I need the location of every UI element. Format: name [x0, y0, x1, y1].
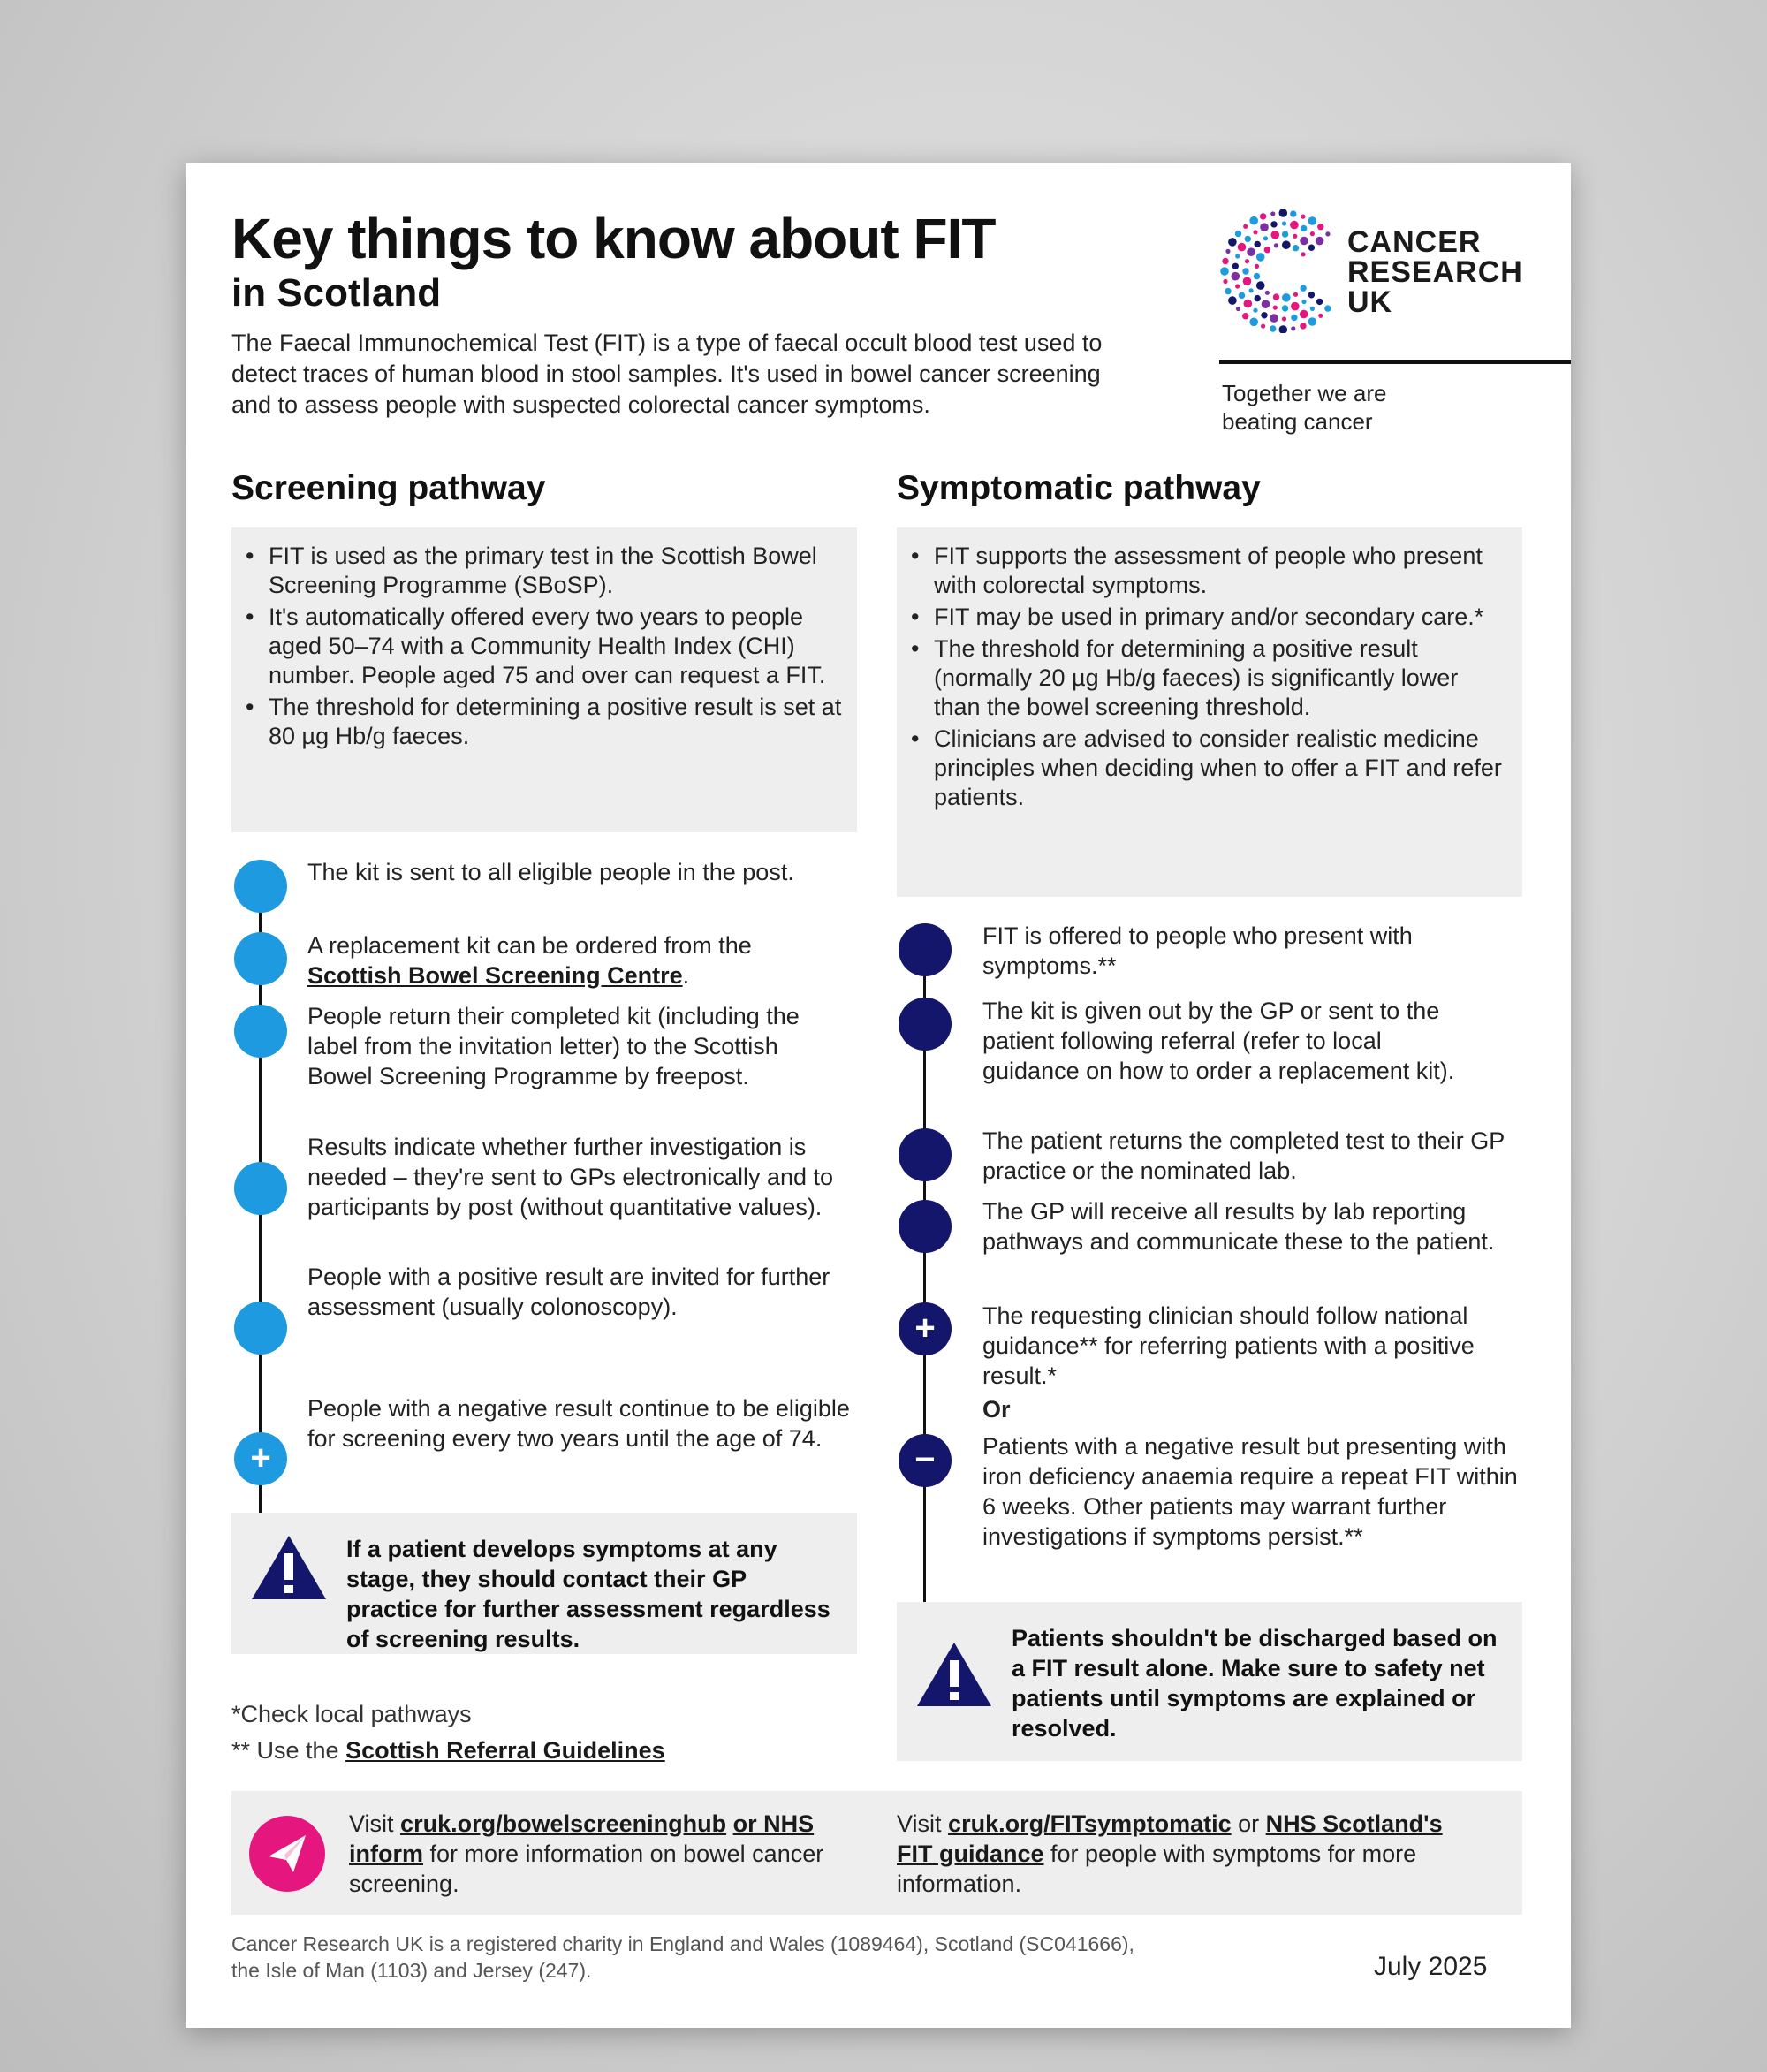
footnote-referral [231, 1734, 665, 1767]
send-icon [247, 1814, 327, 1894]
symptomatic-bullet: • FIT may be used in primary and/or secondary care.* [897, 603, 1510, 632]
symptomatic-step: FIT is offered to people who present with symptoms.** [982, 922, 1413, 979]
visit-prefix: Visit [897, 1810, 942, 1837]
symptomatic-bullet: • Clinicians are advised to consider realistic medicine principles when deciding when to offer a FIT and refer patients. [897, 725, 1510, 812]
screening-step: People return their completed kit (including the label from the invitation letter) to the Scottish Bowel Screening Programme by freepost. [307, 1003, 800, 1089]
step-dot [234, 1162, 287, 1215]
visit-suffix: for more information on bowel cancer screening. [349, 1841, 824, 1897]
screening-step: The kit is sent to all eligible people in the post. [307, 859, 794, 885]
warning-icon [249, 1532, 329, 1603]
footnote-local: *Check local pathways [231, 1701, 472, 1727]
screening-step: A replacement kit can be ordered from the Scottish Bowel Screening Centre. [307, 932, 752, 989]
step-dot [234, 932, 287, 985]
symptomatic-timeline-line [923, 950, 926, 1630]
screening-bullet: • FIT is used as the primary test in the Scottish Bowel Screening Programme (SBoSP). [231, 542, 845, 600]
step-dot [234, 1005, 287, 1058]
symptomatic-warning-box [897, 1602, 1522, 1761]
document-page [186, 163, 1571, 2028]
bowelscreeninghub-link[interactable]: cruk.org/bowelscreeninghub [400, 1810, 727, 1837]
logo-line-1: CANCER [1347, 225, 1482, 259]
visit-right-text [897, 1809, 1445, 1899]
page-subtitle: in Scotland [231, 271, 442, 315]
screening-warning-text: If a patient develops symptoms at any stage, they should contact their GP practice for further assessment regardless of screening results. [346, 1536, 830, 1652]
screening-centre-link[interactable]: Scottish Bowel Screening Centre [307, 962, 683, 989]
symptomatic-warning-text: Patients shouldn't be discharged based on a FIT result alone. Make sure to safety net patients until symptoms are explained or resolved. [1012, 1625, 1498, 1742]
symptomatic-step: The GP will receive all results by lab reporting pathways and communicate these to the patient. [982, 1198, 1495, 1255]
step-dot [899, 1200, 952, 1253]
screening-heading: Screening pathway [231, 469, 546, 507]
screening-step: People with a positive result are invited for further assessment (usually colonoscopy). [307, 1264, 830, 1320]
symptomatic-heading: Symptomatic pathway [897, 469, 1261, 507]
fitsymptomatic-link[interactable]: cruk.org/FITsymptomatic [948, 1810, 1232, 1837]
screening-bullet: • The threshold for determining a positive result is set at 80 µg Hb/g faeces. [231, 693, 845, 751]
nhs-fit-guidance-link[interactable]: NHS Scotland's FIT guidance [897, 1810, 1443, 1867]
symptomatic-step: The kit is given out by the GP or sent to the patient following referral (refer to local guidance on how to order a replacement kit). [982, 998, 1455, 1084]
visit-left-text [349, 1809, 826, 1899]
screening-step-text: A replacement kit can be ordered from the [307, 932, 752, 959]
symptomatic-step: The patient returns the completed test to their GP practice or the nominated lab. [982, 1127, 1505, 1184]
symptomatic-summary-box [897, 527, 1522, 897]
symptomatic-bullet: • The threshold for determining a positive result (normally 20 µg Hb/g faeces) is significantly lower than the bowel screening threshold. [897, 634, 1510, 722]
visit-bar [231, 1791, 1522, 1915]
plus-icon: + [234, 1432, 287, 1485]
symptomatic-step: Patients with a negative result but presenting with iron deficiency anaemia require a repeat FIT within 6 weeks. Other patients may warrant further investigations if symptoms persist.** [982, 1433, 1518, 1550]
visit-prefix: Visit [349, 1810, 394, 1837]
charity-notice: Cancer Research UK is a registered charity in England and Wales (1089464), Scotland (SC041666), the Isle of Man (1103) and Jersey (247). [231, 1932, 1134, 1982]
nhs-inform-link[interactable]: or NHS inform [349, 1810, 815, 1867]
logo-divider [1219, 360, 1571, 364]
screening-bullet: • It's automatically offered every two years to people aged 50–74 with a Community Health Index (CHI) number. People aged 75 and over can request a FIT. [231, 603, 845, 690]
logo-line-3: UK [1347, 285, 1393, 319]
step-dot [234, 860, 287, 913]
symptomatic-step: The requesting clinician should follow national guidance** for referring patients with a positive result.* [982, 1302, 1475, 1389]
logo-line-2: RESEARCH [1347, 255, 1523, 289]
screening-warning-box [231, 1513, 857, 1654]
screening-summary-box [231, 527, 857, 832]
visit-or: or [1238, 1810, 1260, 1837]
logo-wordmark [1347, 227, 1523, 317]
step-dot [899, 998, 952, 1051]
visit-suffix: for people with symptoms for more information. [897, 1841, 1417, 1897]
step-dot [234, 1302, 287, 1355]
step-dot [899, 1128, 952, 1181]
screening-step: People with a negative result continue to be eligible for screening every two years until the age of 74. [307, 1395, 850, 1452]
or-label: Or [982, 1396, 1011, 1423]
screening-step: Results indicate whether further investigation is needed – they're sent to GPs electronically and to participants by post (without quantitative values). [307, 1134, 834, 1220]
minus-icon: − [899, 1434, 952, 1487]
symptomatic-bullet: • FIT supports the assessment of people who present with colorectal symptoms. [897, 542, 1510, 600]
footnote-prefix: ** Use the [231, 1737, 339, 1764]
plus-icon: + [899, 1302, 952, 1355]
tagline: Together we are beating cancer [1222, 380, 1387, 435]
warning-icon [914, 1639, 994, 1710]
page-title: Key things to know about FIT [231, 207, 996, 270]
intro-paragraph: The Faecal Immunochemical Test (FIT) is a type of faecal occult blood test used to detect traces of human blood in stool samples. It's used in bowel cancer screening and to assess people with suspected colorectal cancer symptoms. [231, 330, 1103, 418]
publication-date: July 2025 [1374, 1952, 1488, 1981]
step-dot [899, 923, 952, 976]
referral-guidelines-link[interactable]: Scottish Referral Guidelines [345, 1737, 665, 1764]
